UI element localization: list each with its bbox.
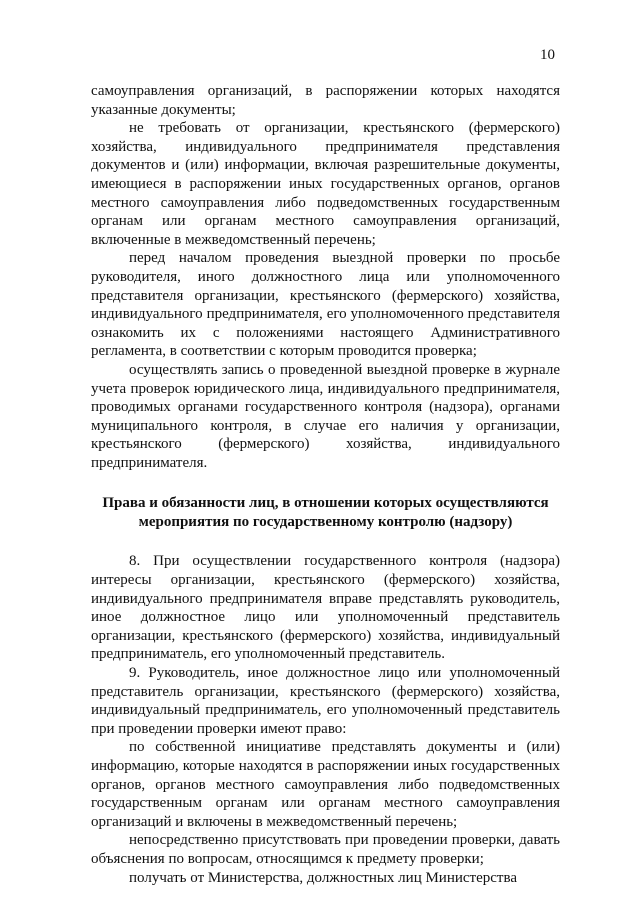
paragraph-clause-9: 9. Руководитель, иное должностное лицо или уполномоченный представитель организации, крестьянского (фермерского) хозяйства, индивидуальный предприниматель, его уполномоченный представитель при проведении проверки имеют право: xyxy=(91,665,560,737)
paragraph: по собственной инициативе представлять документы и (или) информацию, которые находятся в распоряжении иных государственных органов, органов местного самоуправления либо подведомственных государственным органам или органам местного самоуправления организаций и включены в межведомственный перечень; xyxy=(91,739,560,830)
paragraph: непосредственно присутствовать при проведении проверки, давать объяснения по вопросам, относящимся к предмету проверки; xyxy=(91,832,560,867)
paragraph: не требовать от организации, крестьянского (фермерского) хозяйства, индивидуального предпринимателя представления документов и (или) информации, включая разрешительные документы, имеющиеся в распоряжении иных государственных органов, органов местного самоуправления либо подведомственных государственным органам или органам местного самоуправления организаций, включенные в межведомственный перечень; xyxy=(91,120,560,248)
paragraph-continuation: самоуправления организаций, в распоряжении которых находятся указанные документы; xyxy=(91,83,560,118)
section-heading: Права и обязанности лиц, в отношении которых осуществляются мероприятия по государственному контролю (надзору) xyxy=(102,495,549,531)
page-number: 10 xyxy=(540,47,555,63)
document-body xyxy=(91,82,560,887)
paragraph: осуществлять запись о проведенной выездной проверке в журнале учета проверок юридического лица, индивидуального предпринимателя, проводимых органами государственного контроля (надзора), органами муниципального контроля, в случае его наличия у организации, крестьянского (фермерского) хозяйства, индивидуального предпринимателя. xyxy=(91,361,560,471)
paragraph-continues: получать от Министерства, должностных лиц Министерства xyxy=(129,869,518,886)
paragraph-clause-8: 8. При осуществлении государственного контроля (надзора) интересы организации, крестьянского (фермерского) хозяйства, индивидуального предпринимателя вправе представлять руководитель, иное должностное лицо или уполномоченный представитель организации, крестьянского (фермерского) хозяйства, индивидуальный предприниматель, его уполномоченный представитель. xyxy=(91,553,560,663)
paragraph: перед началом проведения выездной проверки по просьбе руководителя, иного должностного лица или уполномоченного представителя организации, крестьянского (фермерского) хозяйства, индивидуального предпринимателя, его уполномоченного представителя ознакомить их с положениями настоящего Административного регламента, в соответствии с которым проводится проверка; xyxy=(91,250,560,360)
